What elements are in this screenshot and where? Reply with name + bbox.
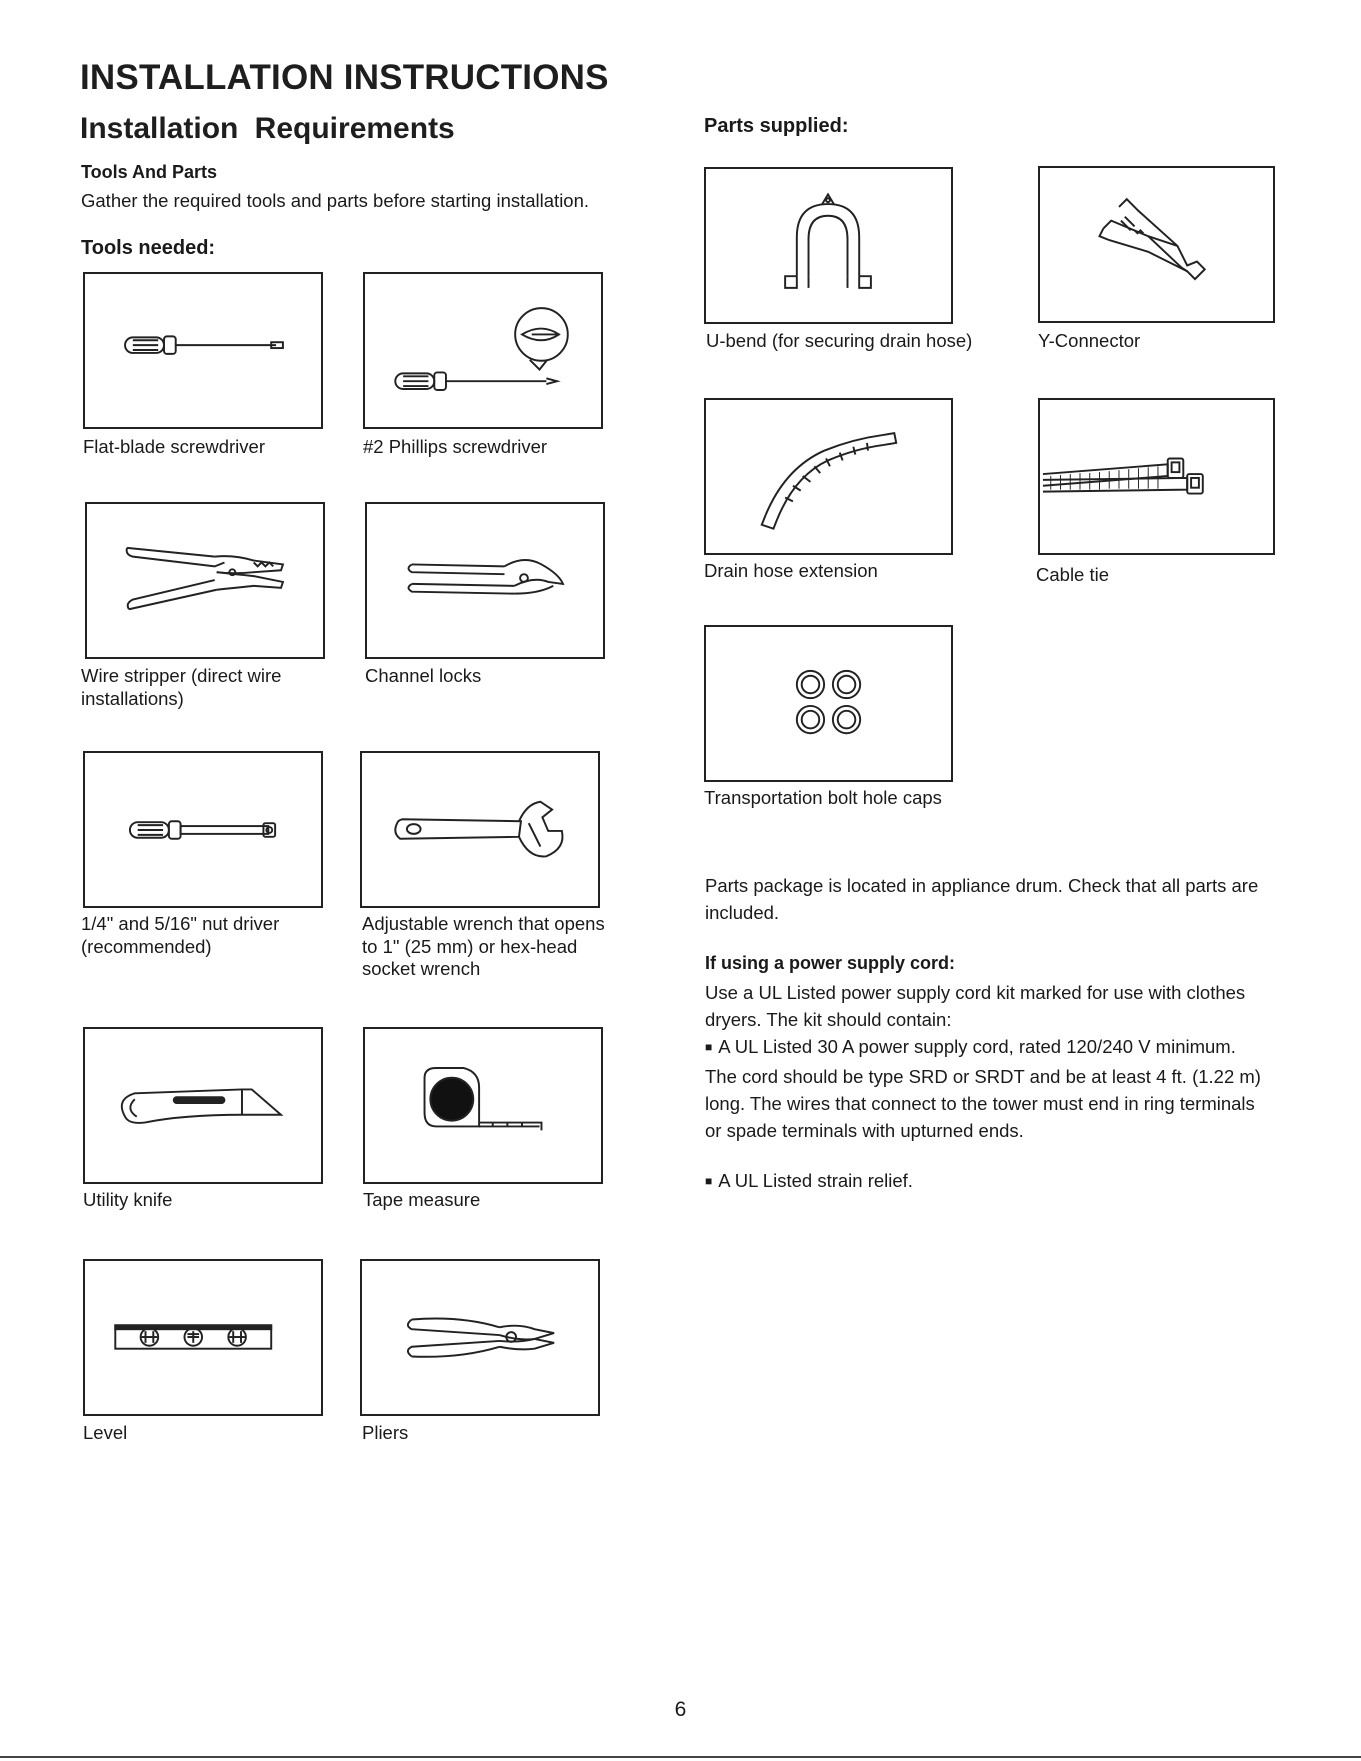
tool-level [83,1259,323,1416]
phillips-screwdriver-icon [365,274,601,427]
tool-pliers [360,1259,600,1416]
power-cord-heading: If using a power supply cord: [705,953,956,973]
cable-tie-icon [1040,400,1273,553]
tool-label: #2 Phillips screwdriver [363,436,548,457]
part-cable-tie [1038,398,1275,555]
wire-stripper-icon [87,504,323,657]
tool-label: Channel locks [365,665,482,686]
section-title: Installation Requirements [80,112,455,145]
intro-heading: Tools And Parts [81,162,218,182]
part-bolt-hole-caps [704,625,953,782]
part-label: U-bend (for securing drain hose) [706,330,973,351]
u-bend-icon [706,169,951,322]
tool-label: Adjustable wrench that opens to 1" (25 mm) or hex-head socket wrench [362,913,605,979]
pliers-icon [362,1261,598,1414]
tool-label: Level [83,1422,128,1443]
page-number: 6 [674,1698,687,1721]
tool-label: Tape measure [363,1189,481,1210]
part-label: Drain hose extension [704,560,878,581]
nut-driver-icon [85,753,321,906]
part-u-bend [704,167,953,324]
tool-label: Wire stripper (direct wire installations) [81,665,282,709]
tool-wire-stripper [85,502,325,659]
tool-adjustable-wrench [360,751,600,908]
part-label: Transportation bolt hole caps [704,787,942,808]
tool-label: Utility knife [83,1189,173,1210]
utility-knife-icon [85,1029,321,1182]
power-cord-bullet: ■ A UL Listed strain relief. [705,1167,1295,1197]
bolt-hole-caps-icon [706,627,951,780]
drain-hose-icon [706,400,951,553]
adjustable-wrench-icon [362,753,598,906]
level-icon [85,1261,321,1414]
part-drain-hose [704,398,953,555]
tool-label: Pliers [362,1422,409,1443]
y-connector-icon [1040,168,1273,321]
tool-phillips-screwdriver [363,272,603,429]
parts-heading: Parts supplied: [704,115,849,137]
bottom-rule [0,1756,1361,1758]
flat-blade-screwdriver-icon [85,274,321,427]
intro-text: Gather the required tools and parts before starting installation. [81,190,590,211]
tool-channel-locks [365,502,605,659]
tool-utility-knife [83,1027,323,1184]
part-label: Y-Connector [1038,330,1141,351]
power-cord-bullet: ■ A UL Listed 30 A power supply cord, rated 120/240 V minimum. The cord should be type SRD or SRDT and be at least 4 ft. (1.22 m) long. The wires that connect to the tower must end in ring terminals or spade terminals with upturned ends. [705,1033,1265,1144]
parts-package-note: Parts package is located in appliance drum. Check that all parts are included. [705,875,1259,923]
tool-flat-blade-screwdriver [83,272,323,429]
tape-measure-icon [365,1029,601,1182]
channel-locks-icon [367,504,603,657]
page-title: INSTALLATION INSTRUCTIONS [80,58,609,97]
tool-label: Flat-blade screwdriver [83,436,265,457]
part-y-connector [1038,166,1275,323]
tool-label: 1/4" and 5/16" nut driver (recommended) [81,913,280,957]
power-cord-intro: Use a UL Listed power supply cord kit marked for use with clothes dryers. The kit should contain: [705,982,1246,1030]
part-label: Cable tie [1036,564,1110,585]
tools-heading: Tools needed: [81,237,216,259]
tool-nut-driver [83,751,323,908]
tool-tape-measure [363,1027,603,1184]
